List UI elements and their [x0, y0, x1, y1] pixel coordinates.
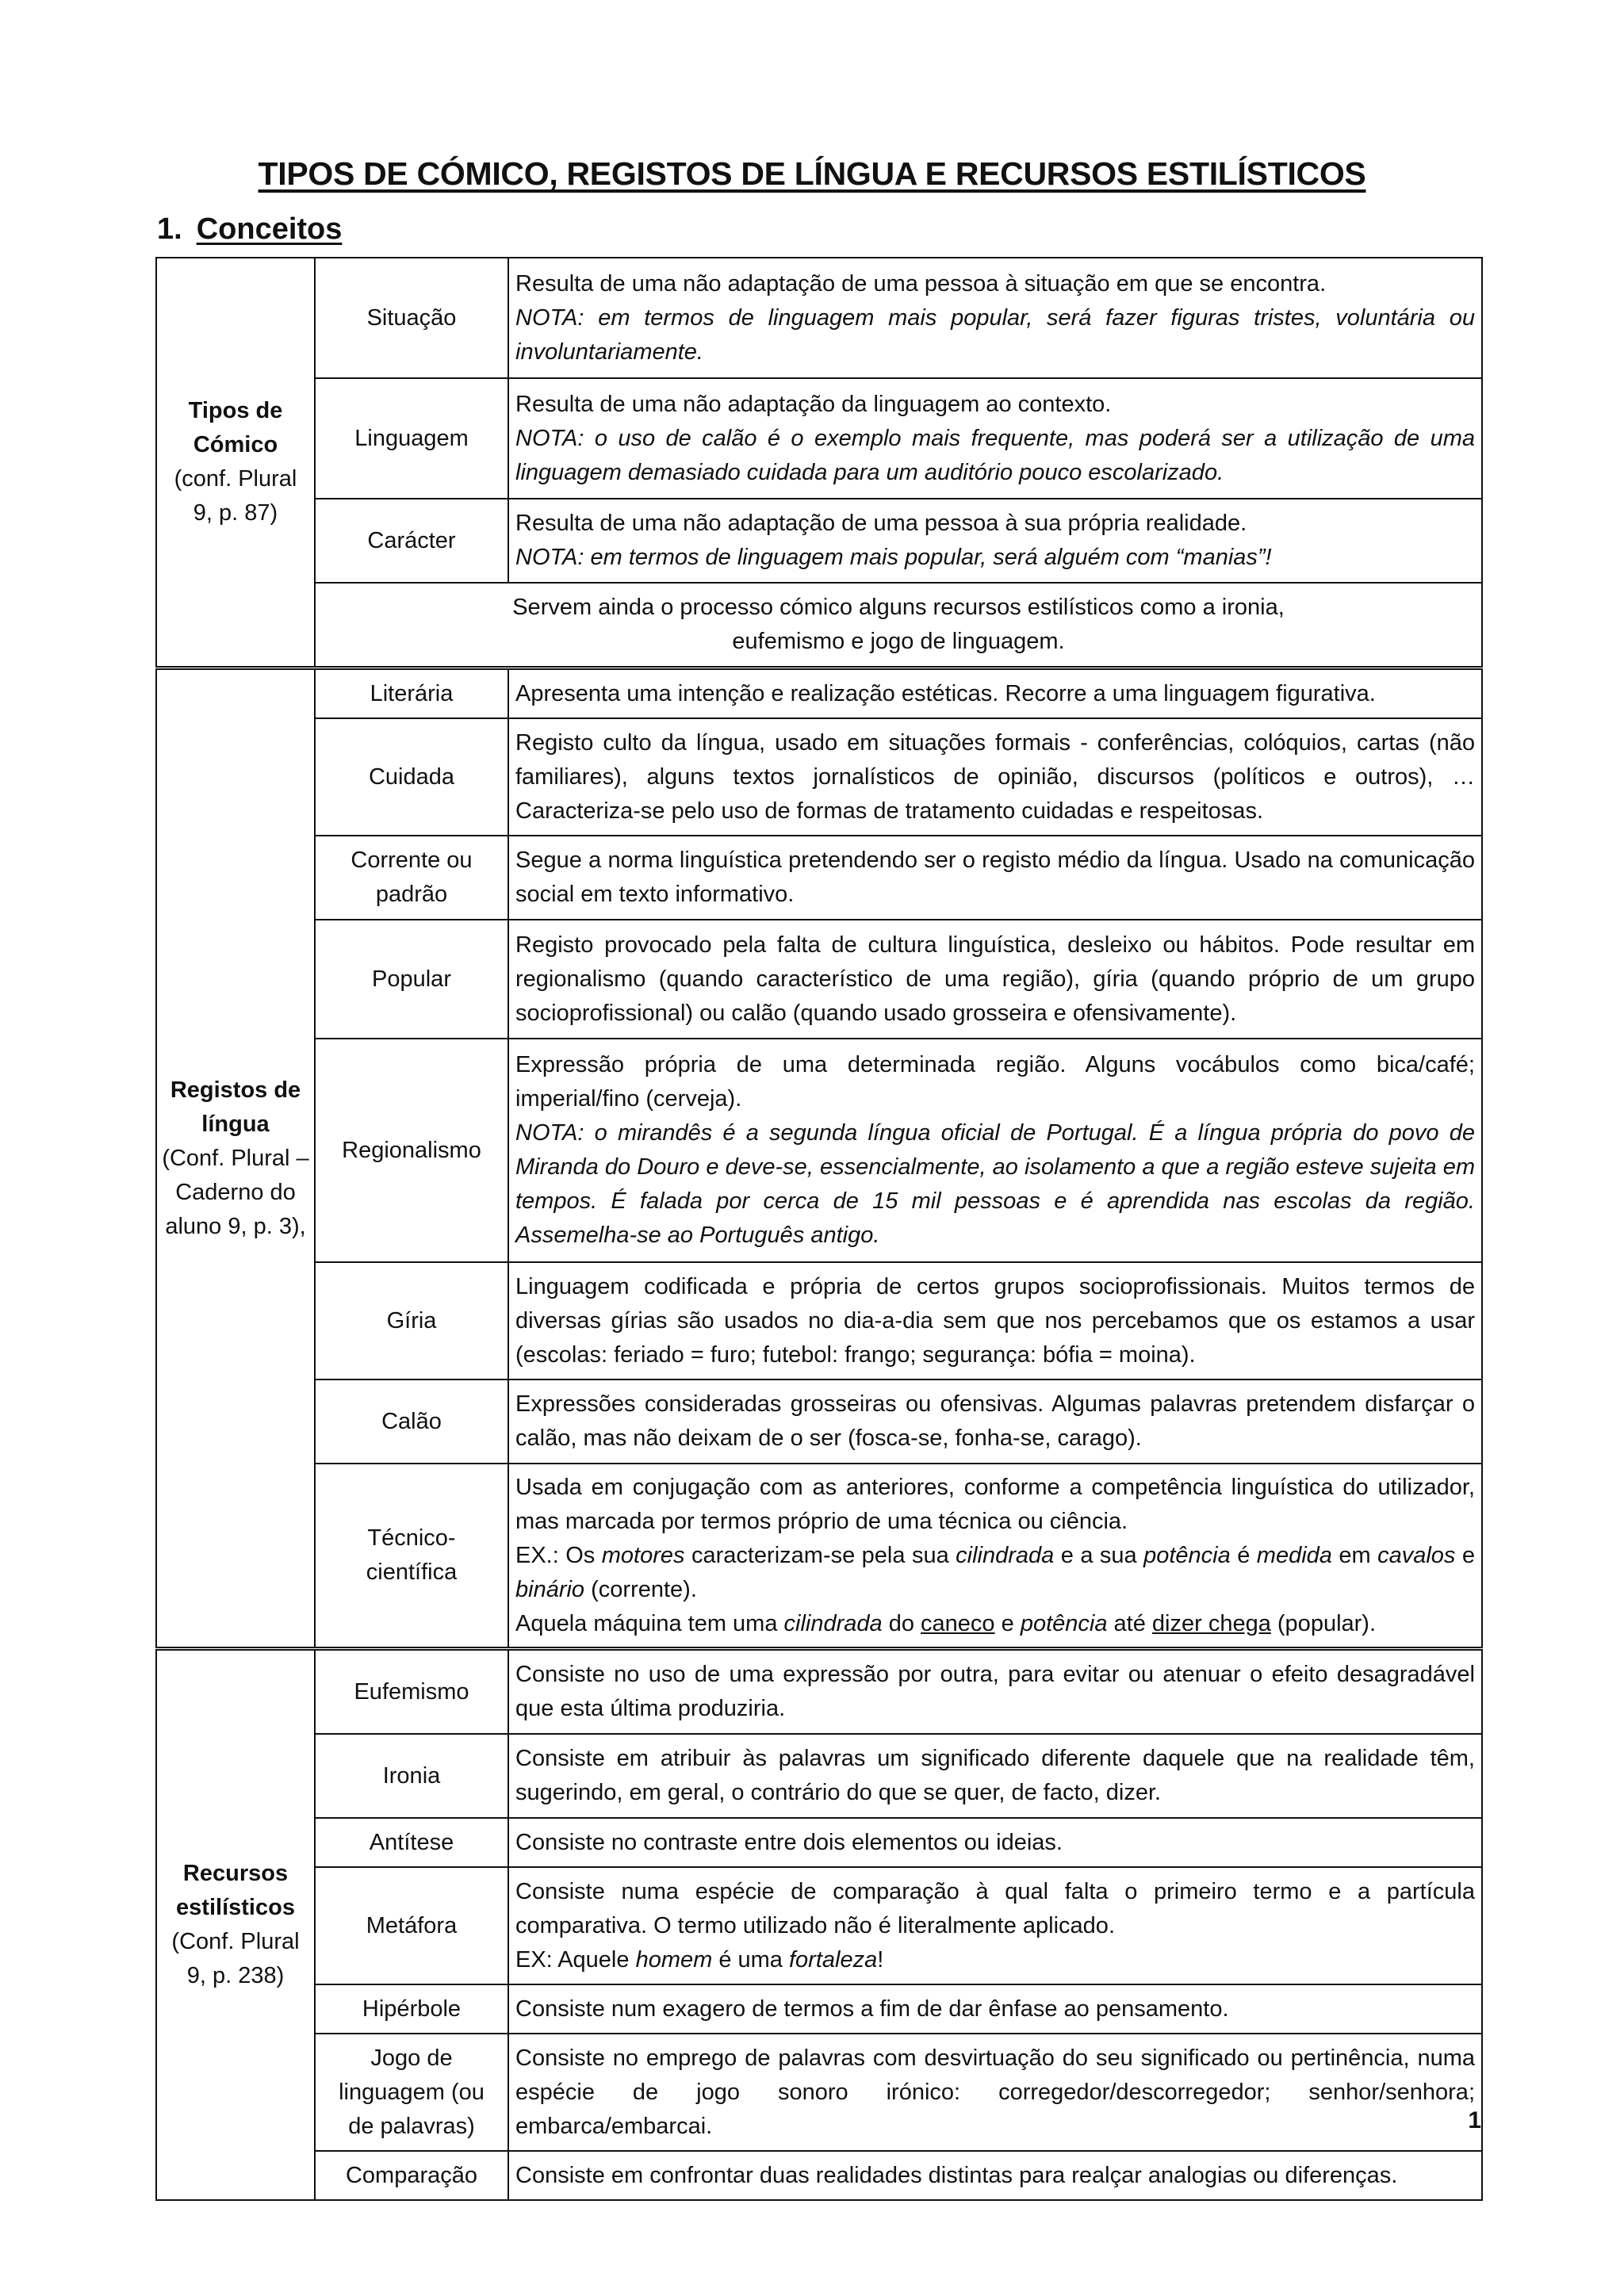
description-cell — [508, 1039, 1482, 1262]
description-cell — [508, 499, 1482, 583]
description-cell — [508, 1464, 1482, 1649]
table-row — [156, 1464, 1482, 1649]
term-cell: Calão — [315, 1380, 508, 1464]
term-cell: Regionalismo — [315, 1039, 508, 1262]
footnote-line: Servem ainda o processo cómico alguns recursos estilísticos como a ironia, — [512, 595, 1285, 620]
term-cell: Corrente ou padrão — [315, 836, 508, 920]
footnote-line: eufemismo e jogo de linguagem. — [732, 629, 1065, 654]
note-text: NOTA: o uso de calão é o exemplo mais frequente, mas poderá ser a utilização de uma linguagem demasiado cuidada para um auditório pouco escolarizado. — [515, 425, 1475, 485]
table-row — [156, 668, 1482, 719]
category-reference: (Conf. Plural – Caderno do aluno 9, p. 3), — [162, 1145, 309, 1239]
description-text: Resulta de uma não adaptação da linguagem ao contexto. — [515, 391, 1112, 417]
description-cell: Consiste em atribuir às palavras um significado diferente daquele que na realidade têm, sugerindo, em geral, o contrário do que se quer, de facto, dizer. — [508, 1734, 1482, 1818]
note-text: NOTA: em termos de linguagem mais popular, será fazer figuras tristes, voluntária ou involuntariamente. — [515, 304, 1475, 365]
concepts-table — [155, 257, 1483, 2201]
description-cell: Consiste no contraste entre dois elementos ou ideias. — [508, 1818, 1482, 1867]
table-row — [156, 1867, 1482, 1984]
category-reference: (Conf. Plural 9, p. 238) — [171, 1929, 300, 1988]
description-cell: Linguagem codificada e própria de certos grupos socioprofissionais. Muitos termos de diversas gírias são usados no dia-a-dia sem que nos percebamos que os estamos a usar (escolas: feriado = furo; futebol: frango; segurança: bófia = moina). — [508, 1262, 1482, 1380]
description-cell: Consiste em confrontar duas realidades distintas para realçar analogias ou diferenças. — [508, 2151, 1482, 2200]
table-row — [156, 378, 1482, 499]
section-number: 1. — [157, 212, 182, 246]
table-row — [156, 1649, 1482, 1735]
table-row — [156, 920, 1482, 1039]
example-line: Aquela máquina tem uma cilindrada do caneco e potência até dizer chega (popular). — [515, 1610, 1377, 1636]
term-cell: Ironia — [315, 1734, 508, 1818]
category-title: Tipos de Cómico — [188, 398, 283, 457]
section-heading — [157, 212, 342, 247]
page-title: TIPOS DE CÓMICO, REGISTOS DE LÍNGUA E RECURSOS ESTILÍSTICOS — [258, 155, 1366, 192]
term-cell: Comparação — [315, 2151, 508, 2200]
term-cell: Antítese — [315, 1818, 508, 1867]
table-row — [156, 2034, 1482, 2151]
description-cell: Registo provocado pela falta de cultura linguística, desleixo ou hábitos. Pode resultar em regionalismo (quando característico de uma região), gíria (quando próprio de um grupo socioprofissional) ou calão (quando usado grosseira e ofensivamente). — [508, 920, 1482, 1039]
term-cell: Eufemismo — [315, 1649, 508, 1735]
description-text: Usada em conjugação com as anteriores, conforme a competência linguística do utilizador, mas marcada por termos próprio de uma técnica ou ciência. — [515, 1474, 1475, 1534]
table-row — [156, 836, 1482, 920]
table-row — [156, 718, 1482, 836]
description-cell — [508, 378, 1482, 499]
section-label: Conceitos — [196, 212, 343, 246]
description-cell: Expressões consideradas grosseiras ou ofensivas. Algumas palavras pretendem disfarçar o calão, mas não deixam de o ser (fosca-se, fonha-se, carago). — [508, 1380, 1482, 1464]
description-cell — [508, 258, 1482, 378]
example-line: EX: Aquele homem é uma fortaleza! — [515, 1946, 884, 1973]
term-cell: Metáfora — [315, 1867, 508, 1984]
description-cell: Segue a norma linguística pretendendo ser o registo médio da língua. Usado na comunicação social em texto informativo. — [508, 836, 1482, 920]
description-text: Expressão própria de uma determinada região. Alguns vocábulos como bica/café; imperial/fino (cerveja). — [515, 1052, 1475, 1112]
term-cell: Gíria — [315, 1262, 508, 1380]
example-line: EX.: Os motores caracterizam-se pela sua cilindrada e a sua potência é medida em cavalos e binário (corrente). — [515, 1542, 1475, 1602]
term-cell: Popular — [315, 920, 508, 1039]
table-row — [156, 1984, 1482, 2034]
footnote-cell — [315, 583, 1482, 668]
category-reference: (conf. Plural 9, p. 87) — [174, 466, 297, 526]
description-text: Resulta de uma não adaptação de uma pessoa à sua própria realidade. — [515, 511, 1247, 536]
table-row — [156, 258, 1482, 378]
category-cell-tipos-de-comico — [156, 258, 315, 668]
category-title: Registos de língua — [170, 1077, 301, 1137]
page-number: 1 — [1468, 2107, 1481, 2133]
description-text: Resulta de uma não adaptação de uma pessoa à situação em que se encontra. — [515, 270, 1327, 297]
table-row — [156, 1818, 1482, 1867]
category-cell-recursos-estilisticos — [156, 1649, 315, 2201]
term-cell: Hipérbole — [315, 1984, 508, 2034]
description-cell: Consiste no emprego de palavras com desvirtuação do seu significado ou pertinência, numa espécie de jogo sonoro irónico: corregedor/descorregedor; senhor/senhora; embarca/embarcai. — [508, 2034, 1482, 2151]
table-row — [156, 583, 1482, 668]
category-cell-registos-de-lingua — [156, 668, 315, 1649]
table-row — [156, 1262, 1482, 1380]
description-cell — [508, 1867, 1482, 1984]
term-cell: Carácter — [315, 499, 508, 583]
term-cell: Literária — [315, 668, 508, 719]
table-row — [156, 1039, 1482, 1262]
table-row — [156, 1734, 1482, 1818]
table-row — [156, 499, 1482, 583]
description-cell: Registo culto da língua, usado em situações formais - conferências, colóquios, cartas (não familiares), alguns textos jornalísticos de opinião, discursos (políticos e outros), … Caracteriza-se pelo uso de formas de tratamento cuidadas e respeitosas. — [508, 718, 1482, 836]
term-cell: Situação — [315, 258, 508, 378]
note-text: NOTA: em termos de linguagem mais popular, será alguém com “manias”! — [515, 545, 1272, 570]
term-cell: Jogo de linguagem (ou de palavras) — [315, 2034, 508, 2151]
description-cell: Consiste no uso de uma expressão por outra, para evitar ou atenuar o efeito desagradável que esta última produziria. — [508, 1649, 1482, 1735]
category-title: Recursos estilísticos — [176, 1861, 295, 1920]
note-text: NOTA: o mirandês é a segunda língua oficial de Portugal. É a língua própria do povo de Miranda do Douro e deve-se, essencialmente, ao isolamento a que a região esteve sujeita em tempos. É falada por cerca de 15 mil pessoas e é aprendida nas escolas da região. Assemelha-se ao Português antigo. — [515, 1120, 1475, 1248]
term-cell: Linguagem — [315, 378, 508, 499]
term-cell: Cuidada — [315, 718, 508, 836]
table-row — [156, 1380, 1482, 1464]
term-cell: Técnico-científica — [315, 1464, 508, 1649]
table-row — [156, 2151, 1482, 2200]
description-text: Consiste numa espécie de comparação à qual falta o primeiro termo e a partícula comparativa. O termo utilizado não é literalmente aplicado. — [515, 1878, 1475, 1938]
description-cell: Consiste num exagero de termos a fim de dar ênfase ao pensamento. — [508, 1984, 1482, 2034]
description-cell: Apresenta uma intenção e realização estéticas. Recorre a uma linguagem figurativa. — [508, 668, 1482, 719]
